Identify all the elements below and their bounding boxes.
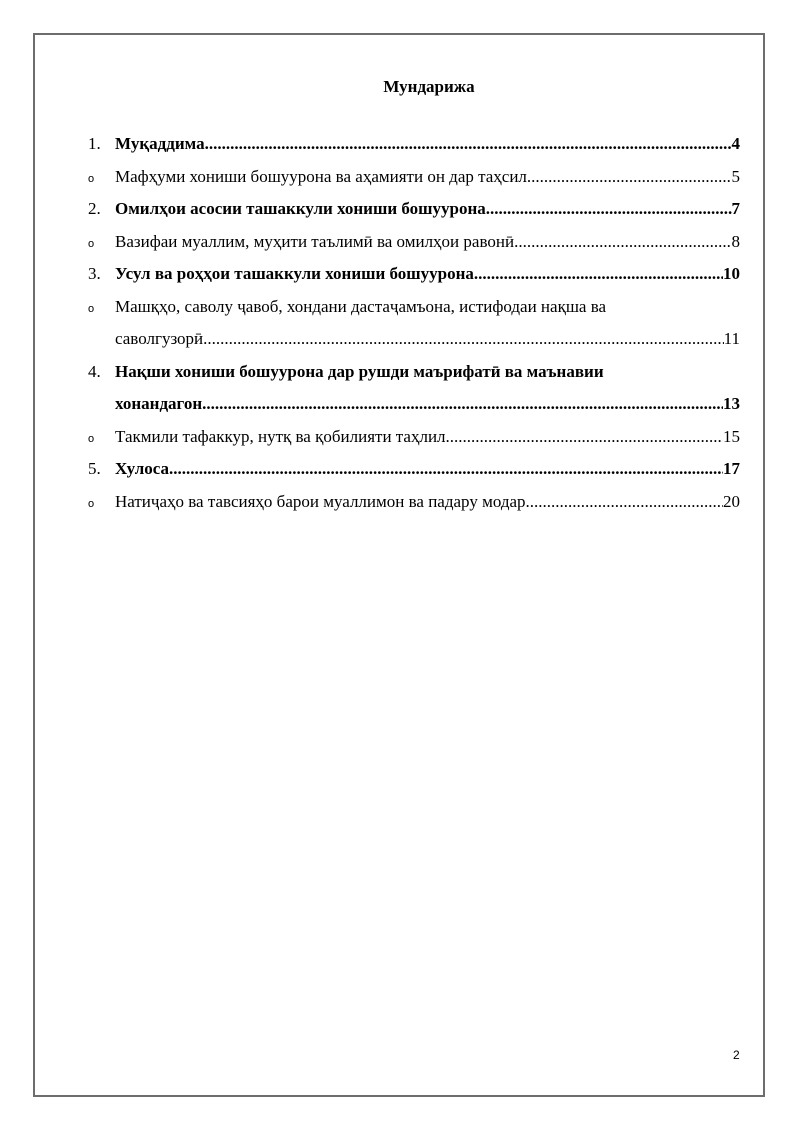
toc-entry-line bbox=[88, 388, 740, 421]
toc-entry[interactable] bbox=[88, 161, 740, 194]
toc-entry-text: Натиҷаҳо ва тавсияҳо барои муаллимон ва падару модар bbox=[115, 491, 526, 511]
dot-leader bbox=[446, 421, 723, 454]
bullet-marker: o bbox=[88, 497, 95, 510]
toc-entry[interactable] bbox=[88, 421, 740, 454]
toc-page-number: 7 bbox=[731, 199, 740, 218]
entry-number: 3. bbox=[88, 264, 101, 283]
toc-entry-line bbox=[88, 193, 740, 226]
toc-entry-text: Нақши хониши бошуурона дар рушди маърифатӣ ва маънавии bbox=[115, 361, 604, 381]
toc-entry-text: Усул ва роҳҳои ташаккули хониши бошуурона bbox=[115, 264, 474, 283]
toc-page-number: 4 bbox=[731, 134, 740, 153]
entry-number: 2. bbox=[88, 199, 101, 218]
toc-entry-text: Такмили тафаккур, нутқ ва қобилияти таҳлил bbox=[115, 426, 446, 446]
dot-leader bbox=[202, 388, 723, 421]
dot-leader bbox=[527, 161, 732, 194]
dot-leader bbox=[203, 323, 723, 356]
entry-number: 5. bbox=[88, 459, 101, 478]
toc-page-number: 11 bbox=[723, 329, 740, 348]
toc-entry-text: Муқаддима bbox=[115, 134, 205, 153]
toc-title: Мундарижа bbox=[383, 77, 475, 96]
toc-entry[interactable] bbox=[88, 128, 740, 161]
entry-number: 1. bbox=[88, 134, 101, 153]
page-number: 2 bbox=[733, 1048, 740, 1062]
toc-entry[interactable] bbox=[88, 486, 740, 519]
dot-leader bbox=[169, 453, 723, 486]
dot-leader bbox=[514, 226, 731, 259]
toc-entry-line bbox=[88, 291, 740, 324]
entry-number: 4. bbox=[88, 361, 101, 381]
toc-page-number: 20 bbox=[723, 491, 740, 511]
toc-entry-line bbox=[88, 421, 740, 454]
toc-entry-line bbox=[88, 486, 740, 519]
toc-entry-line bbox=[88, 128, 740, 161]
bullet-marker: o bbox=[88, 237, 95, 250]
toc-entry-text: Хулоса bbox=[115, 459, 169, 478]
toc-page-number: 17 bbox=[723, 459, 740, 478]
bullet-marker: o bbox=[88, 432, 95, 445]
toc-page-number: 15 bbox=[723, 426, 740, 446]
toc-entry[interactable] bbox=[88, 291, 740, 356]
toc-entry-text: хонандагон bbox=[115, 394, 203, 413]
dot-leader bbox=[526, 486, 723, 519]
toc-entry-line bbox=[88, 356, 740, 389]
toc-entry-text: Вазифаи муаллим, муҳити таълимӣ ва омилҳои равонӣ bbox=[115, 231, 515, 251]
toc-entry[interactable] bbox=[88, 258, 740, 291]
toc-entry-text: Мафҳуми хониши бошуурона ва аҳамияти он дар таҳсил bbox=[115, 166, 527, 186]
toc-entry-line bbox=[88, 161, 740, 194]
toc-entry-text: Машқҳо, саволу ҷавоб, хондани дастаҷамъона, истифодаи нақша ва bbox=[115, 296, 607, 316]
toc-entry[interactable] bbox=[88, 356, 740, 421]
toc-entry-text: саволгузорӣ bbox=[115, 329, 204, 348]
toc-entry-line bbox=[88, 226, 740, 259]
toc-entry-line bbox=[88, 453, 740, 486]
bullet-marker: o bbox=[88, 302, 95, 315]
toc-entry-text: Омилҳои асосии ташаккули хониши бошуурона bbox=[115, 199, 486, 218]
bullet-marker: o bbox=[88, 172, 95, 185]
toc-page-number: 8 bbox=[731, 231, 740, 251]
toc-entry-line bbox=[88, 258, 740, 291]
dot-leader bbox=[486, 193, 732, 226]
toc-entry-line bbox=[88, 323, 740, 356]
toc-page-number: 13 bbox=[723, 394, 740, 413]
dot-leader bbox=[474, 258, 723, 291]
toc-entry[interactable] bbox=[88, 226, 740, 259]
table-of-contents bbox=[88, 128, 740, 518]
toc-page-number: 10 bbox=[723, 264, 740, 283]
dot-leader bbox=[205, 128, 732, 161]
toc-page-number: 5 bbox=[731, 166, 740, 186]
toc-entry[interactable] bbox=[88, 453, 740, 486]
toc-entry[interactable] bbox=[88, 193, 740, 226]
